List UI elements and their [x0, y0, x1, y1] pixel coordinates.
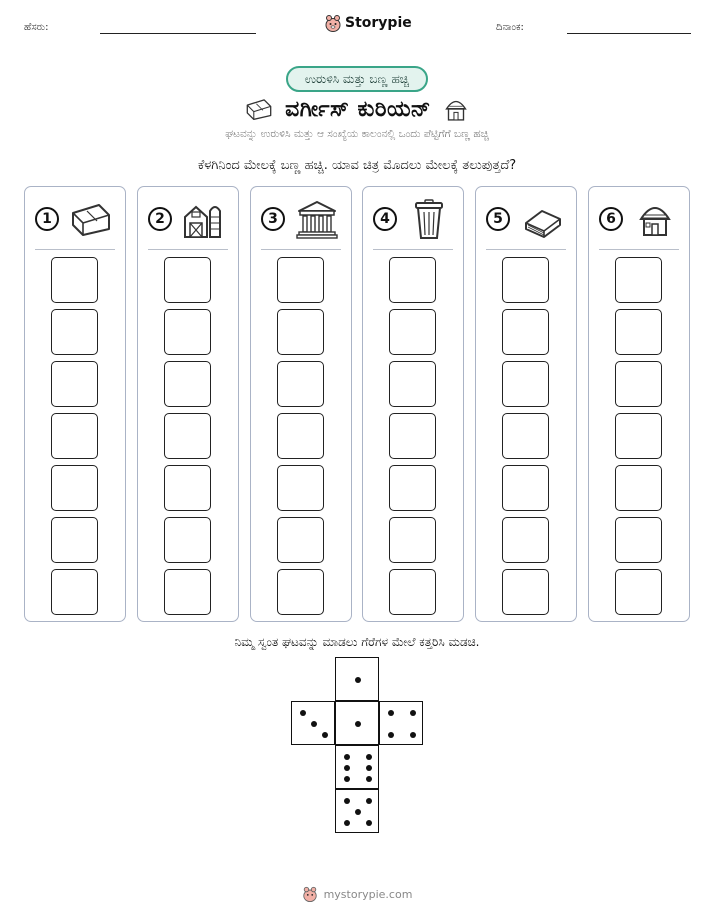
column-header — [251, 187, 351, 249]
dice-pip — [322, 732, 328, 738]
color-box[interactable] — [277, 569, 324, 615]
dice-pip — [355, 677, 361, 683]
footer-url: mystorypie.com — [323, 887, 413, 901]
column-1 — [24, 186, 126, 622]
color-box[interactable] — [51, 309, 98, 355]
color-box[interactable] — [51, 569, 98, 615]
date-line — [567, 33, 691, 34]
dice-pip — [344, 776, 350, 782]
color-box[interactable] — [615, 413, 662, 459]
dice-pip — [388, 710, 394, 716]
column-5 — [475, 186, 577, 622]
dice-face-1 — [335, 657, 379, 701]
trash-can-icon — [407, 199, 451, 239]
color-box[interactable] — [277, 257, 324, 303]
brand-logo — [325, 14, 412, 32]
color-box[interactable] — [389, 465, 436, 511]
name-line — [100, 33, 256, 34]
color-box[interactable] — [277, 465, 324, 511]
dice-pip — [344, 765, 350, 771]
storypie-mascot-icon — [302, 886, 318, 902]
color-box[interactable] — [164, 569, 211, 615]
color-box[interactable] — [502, 361, 549, 407]
dice-face-3 — [291, 701, 335, 745]
color-box[interactable] — [51, 413, 98, 459]
color-box[interactable] — [164, 309, 211, 355]
dice-face-5 — [335, 789, 379, 833]
column-divider — [148, 249, 228, 250]
dice-pip — [344, 754, 350, 760]
dice-pip — [366, 776, 372, 782]
dice-pip — [300, 710, 306, 716]
column-number: 5 — [486, 207, 510, 231]
dice-pip — [410, 710, 416, 716]
column-header — [363, 187, 463, 249]
date-label: ದಿನಾಂಕ: — [496, 22, 524, 33]
color-box[interactable] — [51, 257, 98, 303]
footer — [0, 886, 714, 902]
column-number: 6 — [599, 207, 623, 231]
dice-pip — [366, 765, 372, 771]
color-box[interactable] — [502, 517, 549, 563]
column-number: 1 — [35, 207, 59, 231]
color-box[interactable] — [615, 361, 662, 407]
dice-pip — [355, 721, 361, 727]
brand-name: Storypie — [345, 15, 412, 31]
column-divider — [261, 249, 341, 250]
color-box[interactable] — [502, 413, 549, 459]
color-box[interactable] — [502, 309, 549, 355]
color-box[interactable] — [502, 465, 549, 511]
color-box[interactable] — [277, 517, 324, 563]
title-row — [0, 94, 714, 124]
color-box[interactable] — [389, 361, 436, 407]
dice-face-1 — [335, 701, 379, 745]
column-header — [589, 187, 689, 249]
column-6 — [588, 186, 690, 622]
dice-pip — [366, 754, 372, 760]
color-box[interactable] — [502, 569, 549, 615]
storypie-mascot-icon — [325, 14, 341, 32]
dice-face-4 — [379, 701, 423, 745]
color-box[interactable] — [164, 257, 211, 303]
hut-icon — [633, 199, 677, 239]
column-2 — [137, 186, 239, 622]
color-box[interactable] — [615, 309, 662, 355]
name-label: ಹೆಸರು: — [24, 22, 49, 33]
color-box[interactable] — [615, 257, 662, 303]
dice-pip — [311, 721, 317, 727]
hut-icon — [441, 94, 471, 124]
dice-pip — [344, 820, 350, 826]
column-header — [138, 187, 238, 249]
color-box[interactable] — [277, 413, 324, 459]
column-3 — [250, 186, 352, 622]
column-4 — [362, 186, 464, 622]
book-icon — [520, 199, 564, 239]
milk-packet-icon — [243, 96, 275, 122]
color-box[interactable] — [277, 361, 324, 407]
dice-pip — [355, 809, 361, 815]
dice-pip — [410, 732, 416, 738]
color-box[interactable] — [615, 465, 662, 511]
page-title: ವರ್ಗೀಸ್ ಕುರಿಯನ್ — [285, 96, 431, 122]
dice-pip — [388, 732, 394, 738]
color-box[interactable] — [51, 465, 98, 511]
barn-silo-icon — [182, 199, 226, 239]
color-box[interactable] — [389, 257, 436, 303]
color-box[interactable] — [389, 413, 436, 459]
column-divider — [373, 249, 453, 250]
dice-pip — [344, 798, 350, 804]
column-number: 3 — [261, 207, 285, 231]
color-box[interactable] — [51, 361, 98, 407]
color-box[interactable] — [502, 257, 549, 303]
color-box[interactable] — [615, 569, 662, 615]
column-number: 2 — [148, 207, 172, 231]
color-box[interactable] — [51, 517, 98, 563]
question: ಕೆಳಗಿನಿಂದ ಮೇಲಕ್ಕೆ ಬಣ್ಣ ಹಚ್ಚಿ. ಯಾವ ಚಿತ್ರ ಮೊದಲು ಮೇಲಕ್ಕೆ ತಲುಪುತ್ತದೆ? — [197, 158, 517, 173]
column-divider — [486, 249, 566, 250]
color-box[interactable] — [389, 517, 436, 563]
color-box[interactable] — [277, 309, 324, 355]
column-header — [25, 187, 125, 249]
color-box[interactable] — [164, 465, 211, 511]
subtitle: ಘಟವನ್ನು ಉರುಳಿಸಿ ಮತ್ತು ಆ ಸಂಖ್ಯೆಯ ಕಾಲಂನಲ್ಲಿ ಒಂದು ಪೆಟ್ಟಿಗೆಗೆ ಬಣ್ಣ ಹಚ್ಚಿ — [225, 128, 489, 140]
dice-instruction: ನಿಮ್ಮ ಸ್ವಂತ ಘಟವನ್ನು ಮಾಡಲು ಗೆರೆಗಳ ಮೇಲೆ ಕತ್ತರಿಸಿ ಮಡಚಿ. — [234, 635, 480, 649]
color-box[interactable] — [615, 517, 662, 563]
color-box[interactable] — [164, 413, 211, 459]
building-columns-icon — [295, 199, 339, 239]
color-box[interactable] — [389, 569, 436, 615]
column-number: 4 — [373, 207, 397, 231]
column-divider — [35, 249, 115, 250]
column-header — [476, 187, 576, 249]
column-divider — [599, 249, 679, 250]
dice-pip — [366, 798, 372, 804]
color-box[interactable] — [164, 361, 211, 407]
dice-pip — [366, 820, 372, 826]
dice-face-6 — [335, 745, 379, 789]
color-box[interactable] — [389, 309, 436, 355]
milk-packet-icon — [69, 199, 113, 239]
color-box[interactable] — [164, 517, 211, 563]
activity-badge: ಉರುಳಿಸಿ ಮತ್ತು ಬಣ್ಣ ಹಚ್ಚಿ — [286, 66, 428, 92]
